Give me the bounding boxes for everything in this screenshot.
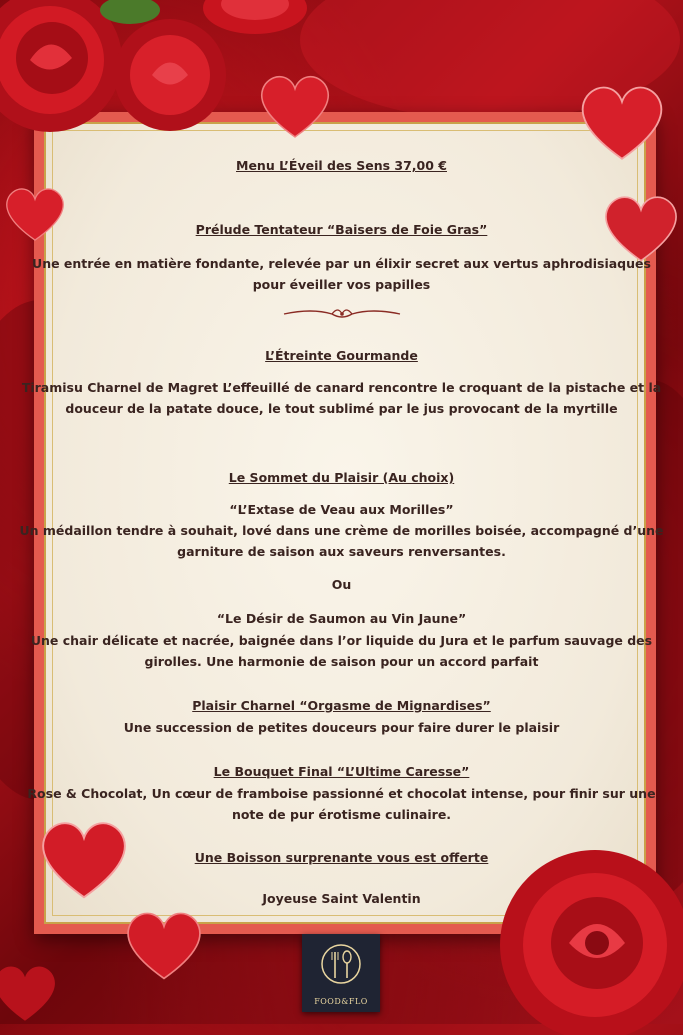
logo-text: FOOD&FLO xyxy=(314,997,368,1006)
option-title: “Le Désir de Saumon au Vin Jaune” xyxy=(216,611,467,626)
offer-text: Une Boisson surprenante vous est offerte xyxy=(194,850,489,865)
food-and-flo-logo xyxy=(302,934,380,1012)
fork-spoon-icon xyxy=(319,942,363,988)
rose-bottom-right xyxy=(485,845,683,1035)
heart-icon xyxy=(576,78,668,164)
heart-icon xyxy=(0,960,60,1024)
closing-text: Joyeuse Saint Valentin xyxy=(262,891,421,906)
option-description: Une chair délicate et nacrée, baignée dans l’or liquide du Jura et le parfum sauvage des girolles. Une harmonie de saison pour un accord parfait xyxy=(30,633,653,669)
course-description: Une entrée en matière fondante, relevée par un élixir secret aux vertus aphrodisiaques pour éveiller vos papilles xyxy=(32,256,651,292)
heart-icon xyxy=(2,178,68,248)
heart-icon xyxy=(600,185,682,269)
flourish-ornament xyxy=(282,305,402,323)
course-description: Rose & Chocolat, Un cœur de framboise passionné et chocolat intense, pour finir sur une note de pur érotisme culinaire. xyxy=(27,786,656,822)
course-heading: Le Bouquet Final “L’Ultime Caresse” xyxy=(213,764,470,779)
course-heading: Le Sommet du Plaisir (Au choix) xyxy=(228,470,455,485)
heart-icon xyxy=(255,70,335,140)
or-separator: Ou xyxy=(331,577,352,592)
option-title: “L’Extase de Veau aux Morilles” xyxy=(229,502,454,517)
rose-top xyxy=(200,0,310,40)
course-description: Tiramisu Charnel de Magret L’effeuillé de canard rencontre le croquant de la pistache et la douceur de la patate douce, le tout sublimé par le jus provocant de la myrtille xyxy=(21,380,662,416)
course-heading: Prélude Tentateur “Baisers de Foie Gras” xyxy=(195,222,488,237)
course-heading: Plaisir Charnel “Orgasme de Mignardises” xyxy=(192,698,491,713)
heart-icon xyxy=(34,815,134,901)
course-description: Une succession de petites douceurs pour faire durer le plaisir xyxy=(123,720,560,735)
option-description: Un médaillon tendre à souhait, lové dans une crème de morilles boisée, accompagné d’une garniture de saison aux saveurs renversantes. xyxy=(19,523,664,559)
course-heading: L’Étreinte Gourmande xyxy=(265,348,418,363)
heart-icon xyxy=(122,898,206,990)
menu-title: Menu L’Éveil des Sens 37,00 € xyxy=(236,158,447,173)
